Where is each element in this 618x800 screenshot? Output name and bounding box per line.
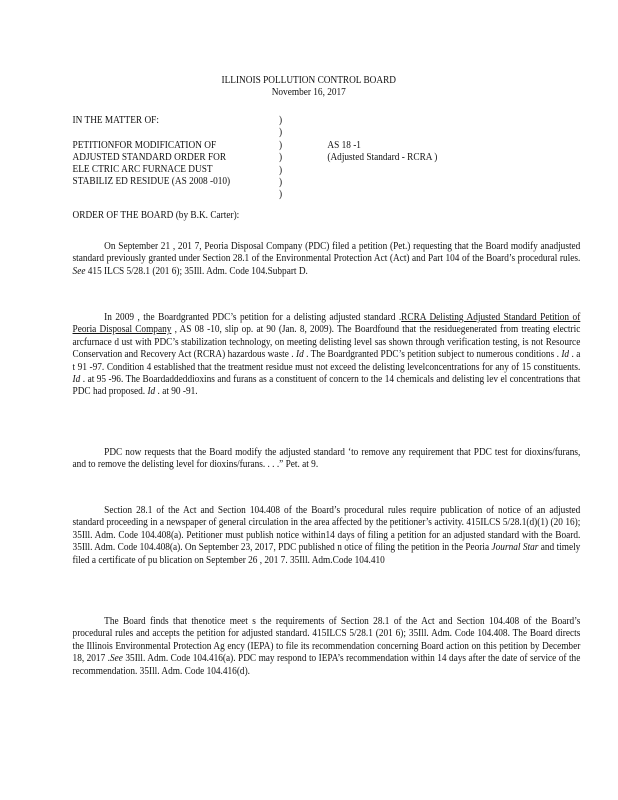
newspaper-name: Journal Star bbox=[491, 542, 539, 554]
paragraph-text: 415 ILCS 5/28.1 (201 6); 35Ill. Adm. Code 104.Subpart D. bbox=[87, 265, 308, 277]
paragraph-text: and timely filed a certificate of pu blication on September 26 , 201 7. 35Ill. Adm.Code 104.410 bbox=[72, 542, 581, 566]
docket-description: (Adjusted Standard - RCRA ) bbox=[327, 152, 438, 163]
citation-signal: See bbox=[72, 265, 86, 277]
paragraph-notice bbox=[73, 505, 581, 567]
document-date: November 16, 2017 bbox=[271, 87, 346, 98]
paragraph-petition bbox=[73, 241, 581, 278]
order-line: ORDER OF THE BOARD (by B.K. Carter): bbox=[72, 210, 240, 221]
caption-line: STABILIZ ED RESIDUE (AS 2008 -010) bbox=[72, 176, 231, 187]
agency-title: ILLINOIS POLLUTION CONTROL BOARD bbox=[221, 75, 397, 86]
id-citation: Id bbox=[295, 349, 304, 361]
paragraph-findings bbox=[73, 616, 581, 678]
citation-signal: See bbox=[110, 653, 123, 665]
docket-number: AS 18 -1 bbox=[327, 140, 361, 151]
paragraph-text: Section 28.1 of the Act and Section 104.408 of the Board’s procedural rules require publication of notice of an adjusted standard proceeding in a newspaper of general circulation in the area affected by the petitioner’s activity. 415ILCS 5/28.1(d)(1) (20 16); 35Ill. Adm. Code 104.408(a). Petitioner must publish notice within14 days of filing a petition for an adjusted standard with the Board. 35Ill. Adm. Code 104.408(a). On September 23, 2017, PDC published n otice of filing the petition in the Peoria bbox=[72, 505, 581, 554]
paragraph-history bbox=[73, 312, 581, 399]
case-citation: RCRA Delisting Adjusted Standard Petition of Peoria Disposal Company bbox=[72, 312, 581, 336]
paragraph-text: The Board finds that thenotice meet s the requirements of Section 28.1 of the Act and Section 104.408 of the Board’s procedural rules and accepts the petition for adjusted standard. 415ILCS 5/28.1 (201 6); 35Ill. Adm. Code 104.408. The Board directs the Illinois Environmental Protection Ag ency (IEPA) to file its recommendation concerning Board action on this petition by December 18, 2017 . bbox=[72, 616, 581, 665]
paragraph-text: . a t 91 -97. Condition 4 established that the treatment residue must not exceed the delisting levelconcentrations for any of 15 constituents. bbox=[72, 349, 581, 373]
paragraph-text: . at 90 -91. bbox=[155, 386, 198, 398]
paragraph-text: On September 21 , 201 7, Peoria Disposal Company (PDC) filed a petition (Pet.) requesting that the Board modify anadjusted standard previously granted under Section 28.1 of the Environmental Protection Act (Act) and Part 104 of the Board’s procedural rules. bbox=[72, 241, 581, 265]
caption-matter: IN THE MATTER OF: bbox=[72, 115, 159, 126]
id-citation: Id bbox=[72, 374, 81, 386]
id-citation: Id bbox=[147, 386, 156, 398]
caption-parentheses: ) ) ) ) ) ) ) bbox=[279, 115, 283, 201]
caption-line: PETITIONFOR MODIFICATION OF bbox=[72, 140, 217, 151]
paragraph-text: In 2009 , the Boardgranted PDC’s petition for a delisting adjusted standard . bbox=[104, 312, 402, 323]
paragraph-request bbox=[73, 447, 581, 472]
paragraph-text: . The Boardgranted PDC’s petition subject to numerous conditions . bbox=[303, 349, 559, 361]
caption-line: ELE CTRIC ARC FURNACE DUST bbox=[72, 164, 213, 175]
id-citation: Id bbox=[561, 349, 570, 361]
paragraph-text: PDC now requests that the Board modify the adjusted standard ‘to remove any requirement that PDC test for dioxins/furans, and to remove the delisting level for dioxins/furans. . . .” Pet. at 9. bbox=[72, 447, 581, 471]
paragraph-text: . at 95 -96. The Boardaddeddioxins and furans as a constituent of concern to the 14 chemicals and delisting lev el concentrations that PDC had proposed. bbox=[72, 374, 581, 398]
paragraph-text: , AS 08 -10, slip op. at 90 (Jan. 8, 2009). The Boardfound that the residuegenerated from treating electric arcfurnace d ust with PDC’s stabilization technology, on meeting delisting level sas shown through verification testing, is not Resource Conservation and Recovery Act (RCRA) hazardous waste . bbox=[72, 324, 581, 361]
paragraph-text: 35Ill. Adm. Code 104.416(a). PDC may respond to IEPA’s recommendation within 14 days after the date of service of the recommendation. 35Ill. Adm. Code 104.416(d). bbox=[72, 653, 581, 677]
caption-line: ADJUSTED STANDARD ORDER FOR bbox=[72, 152, 227, 163]
